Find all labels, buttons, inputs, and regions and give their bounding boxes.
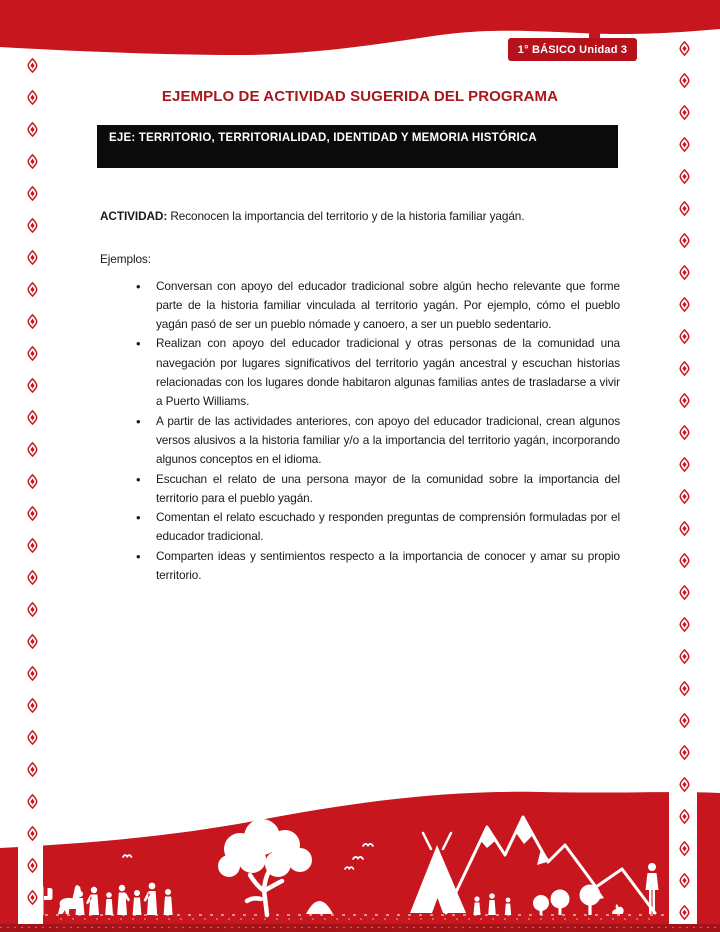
diamond-motif-icon bbox=[679, 265, 690, 280]
diamond-motif-icon bbox=[679, 521, 690, 536]
diamond-motif-icon bbox=[27, 90, 38, 105]
example-item: • A partir de las actividades anteriores, con apoyo del educador tradicional, crean algunos versos alusivos a la historia familiar y/o a la importancia del territorio yagán, incorporando algunos conceptos en el idioma. bbox=[156, 412, 620, 470]
diamond-motif-icon bbox=[679, 585, 690, 600]
diamond-motif-icon bbox=[27, 250, 38, 265]
activity-label: ACTIVIDAD: bbox=[100, 209, 168, 223]
diamond-motif-icon bbox=[27, 634, 38, 649]
diamond-motif-icon bbox=[679, 873, 690, 888]
diamond-motif-icon bbox=[27, 666, 38, 681]
diamond-motif-icon bbox=[679, 137, 690, 152]
diamond-motif-icon bbox=[27, 410, 38, 425]
diamond-motif-icon bbox=[27, 794, 38, 809]
diamond-motif-icon bbox=[27, 154, 38, 169]
diamond-motif-icon bbox=[679, 713, 690, 728]
diamond-motif-icon bbox=[679, 297, 690, 312]
example-item: • Comentan el relato escuchado y responden preguntas de comprensión formuladas por el educador tradicional. bbox=[156, 508, 620, 547]
eje-header-bar bbox=[97, 125, 618, 168]
diamond-motif-icon bbox=[27, 602, 38, 617]
diamond-motif-icon bbox=[27, 186, 38, 201]
diamond-motif-icon bbox=[679, 809, 690, 824]
diamond-motif-icon bbox=[679, 329, 690, 344]
diamond-motif-icon bbox=[679, 649, 690, 664]
diamond-motif-icon bbox=[27, 538, 38, 553]
diamond-motif-icon bbox=[679, 681, 690, 696]
diamond-motif-icon bbox=[679, 777, 690, 792]
diamond-motif-icon bbox=[27, 730, 38, 745]
diamond-motif-icon bbox=[27, 282, 38, 297]
diamond-motif-icon bbox=[679, 841, 690, 856]
diamond-motif-icon bbox=[679, 425, 690, 440]
main-content bbox=[100, 207, 620, 585]
diamond-motif-icon bbox=[679, 745, 690, 760]
diamond-motif-icon bbox=[27, 474, 38, 489]
diamond-motif-icon bbox=[679, 393, 690, 408]
examples-list bbox=[100, 277, 620, 586]
left-diamond-column bbox=[27, 58, 38, 905]
diamond-motif-icon bbox=[27, 762, 38, 777]
example-item: • Escuchan el relato de una persona mayor de la comunidad sobre la importancia del territorio para el pueblo yagán. bbox=[156, 470, 620, 509]
diamond-motif-icon bbox=[27, 346, 38, 361]
diamond-motif-icon bbox=[679, 201, 690, 216]
diamond-motif-icon bbox=[27, 858, 38, 873]
diamond-motif-icon bbox=[679, 233, 690, 248]
right-diamond-column bbox=[679, 41, 690, 920]
diamond-motif-icon bbox=[679, 169, 690, 184]
diamond-motif-icon bbox=[27, 218, 38, 233]
page-title: EJEMPLO DE ACTIVIDAD SUGERIDA DEL PROGRAMA bbox=[161, 88, 559, 105]
diamond-motif-icon bbox=[27, 570, 38, 585]
diamond-motif-icon bbox=[679, 617, 690, 632]
diamond-motif-icon bbox=[679, 361, 690, 376]
diamond-motif-icon bbox=[27, 122, 38, 137]
diamond-motif-icon bbox=[27, 890, 38, 905]
diamond-motif-icon bbox=[679, 905, 690, 920]
diamond-motif-icon bbox=[679, 105, 690, 120]
diamond-motif-icon bbox=[27, 826, 38, 841]
activity-text: Reconocen la importancia del territorio y de la historia familiar yagán. bbox=[167, 209, 525, 223]
diamond-motif-icon bbox=[27, 314, 38, 329]
diamond-motif-icon bbox=[679, 489, 690, 504]
diamond-motif-icon bbox=[27, 698, 38, 713]
example-item: • Comparten ideas y sentimientos respecto a la importancia de conocer y amar su propio territorio. bbox=[156, 547, 620, 586]
eje-header-label: EJE: TERRITORIO, TERRITORIALIDAD, IDENTIDAD Y MEMORIA HISTÓRICA bbox=[109, 132, 537, 144]
diamond-motif-icon bbox=[27, 378, 38, 393]
unit-badge-label: 1° BÁSICO Unidad 3 bbox=[517, 43, 628, 56]
diamond-motif-icon bbox=[27, 506, 38, 521]
diamond-motif-icon bbox=[679, 41, 690, 56]
footer-illustration bbox=[0, 787, 720, 932]
footer-bottom-strip bbox=[0, 924, 720, 932]
example-item: • Conversan con apoyo del educador tradicional sobre algún hecho relevante que forme parte de la historia familiar vinculada al territorio yagán. Por ejemplo, cómo el pueblo yagán pasó de ser un pueblo nómade y canoero, a ser un pueblo sedentario. bbox=[156, 277, 620, 335]
examples-label: Ejemplos: bbox=[100, 252, 151, 267]
diamond-motif-icon bbox=[679, 73, 690, 88]
diamond-motif-icon bbox=[679, 553, 690, 568]
example-item: • Realizan con apoyo del educador tradicional y otras personas de la comunidad una navegación por lugares significativos del territorio yagán ancestral y escuchan historias relacionadas con los lugares donde habitaron algunas familias antes de trasladarse a vivir a Puerto Williams. bbox=[156, 334, 620, 411]
diamond-motif-icon bbox=[679, 457, 690, 472]
diamond-motif-icon bbox=[27, 58, 38, 73]
unit-badge bbox=[508, 38, 637, 61]
activity-line bbox=[100, 207, 620, 226]
diamond-motif-icon bbox=[27, 442, 38, 457]
